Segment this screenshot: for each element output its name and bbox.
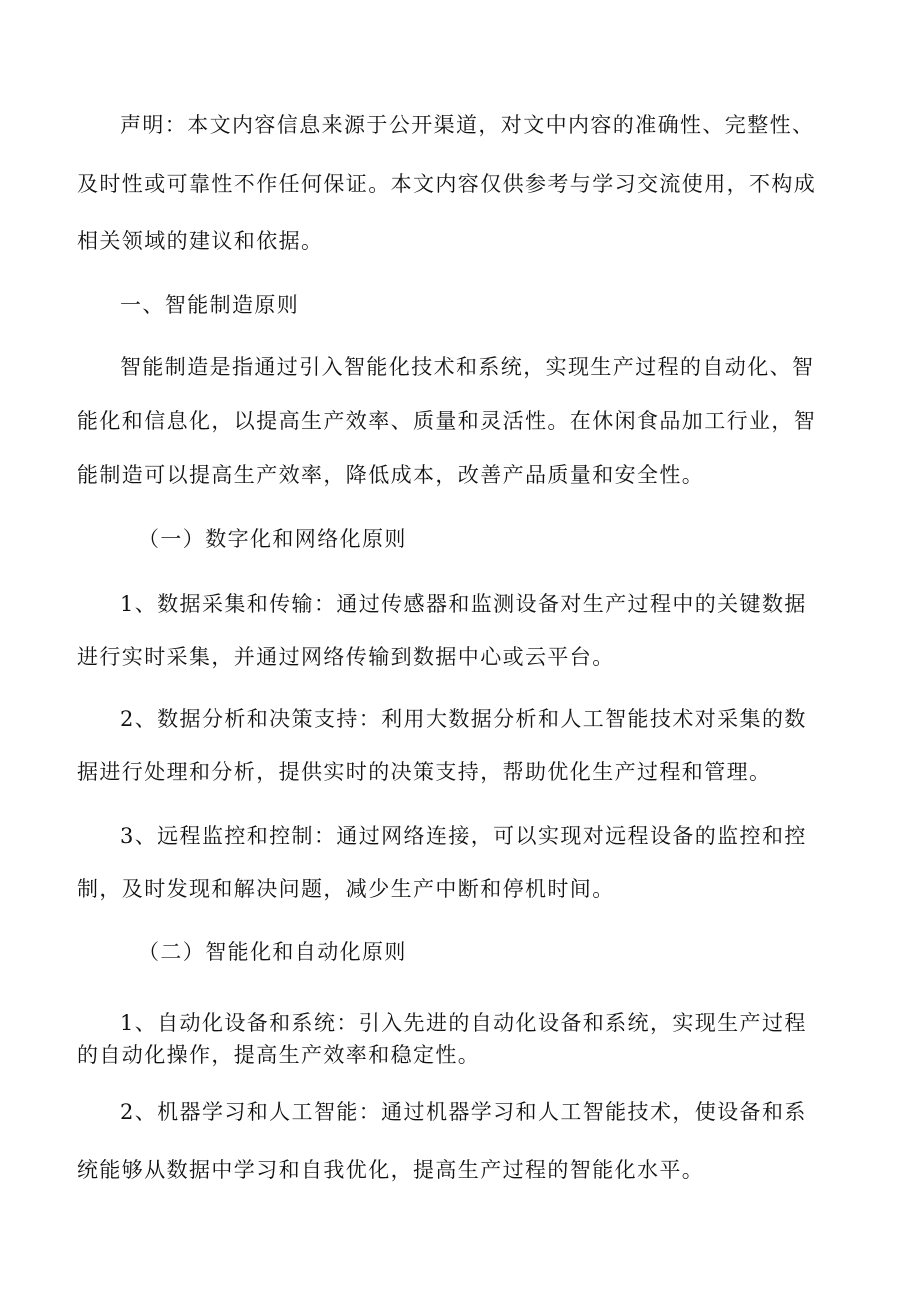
item-2-line-2: 据进行处理和分析，提供实时的决策支持，帮助优化生产过程和管理。 xyxy=(77,760,772,784)
section-heading-1: 一、智能制造原则 xyxy=(120,293,300,317)
item-1-line-2: 进行实时采集，并通过网络传输到数据中心或云平台。 xyxy=(77,645,615,669)
item-5-line-2: 统能够从数据中学习和自我优化，提高生产过程的智能化水平。 xyxy=(77,1158,705,1182)
paragraph-line-1: 智能制造是指通过引入智能化技术和系统，实现生产过程的自动化、智 xyxy=(120,355,815,379)
item-3-line-1: 3、远程监控和控制：通过网络连接，可以实现对远程设备的监控和控 xyxy=(120,824,807,848)
disclaimer-line-2: 及时性或可靠性不作任何保证。本文内容仅供参考与学习交流使用，不构成 xyxy=(77,172,817,196)
item-4-line-1: 1、自动化设备和系统：引入先进的自动化设备和系统，实现生产过程 xyxy=(120,1011,807,1035)
subsection-heading-2: （二）智能化和自动化原则 xyxy=(138,940,407,964)
paragraph-line-3: 能制造可以提高生产效率，降低成本，改善产品质量和安全性。 xyxy=(77,463,705,487)
item-4-line-2: 的自动化操作，提高生产效率和稳定性。 xyxy=(77,1043,481,1067)
disclaimer-line-1: 声明：本文内容信息来源于公开渠道，对文中内容的准确性、完整性、 xyxy=(120,113,815,137)
item-5-line-1: 2、机器学习和人工智能：通过机器学习和人工智能技术，使设备和系 xyxy=(120,1100,807,1124)
item-1-line-1: 1、数据采集和传输：通过传感器和监测设备对生产过程中的关键数据 xyxy=(120,592,807,616)
paragraph-line-2: 能化和信息化，以提高生产效率、质量和灵活性。在休闲食品加工行业，智 xyxy=(77,409,817,433)
disclaimer-line-3: 相关领域的建议和依据。 xyxy=(77,229,324,253)
item-2-line-1: 2、数据分析和决策支持：利用大数据分析和人工智能技术对采集的数 xyxy=(120,707,807,731)
item-3-line-2: 制，及时发现和解决问题，减少生产中断和停机时间。 xyxy=(77,877,615,901)
subsection-heading-1: （一）数字化和网络化原则 xyxy=(138,527,407,551)
